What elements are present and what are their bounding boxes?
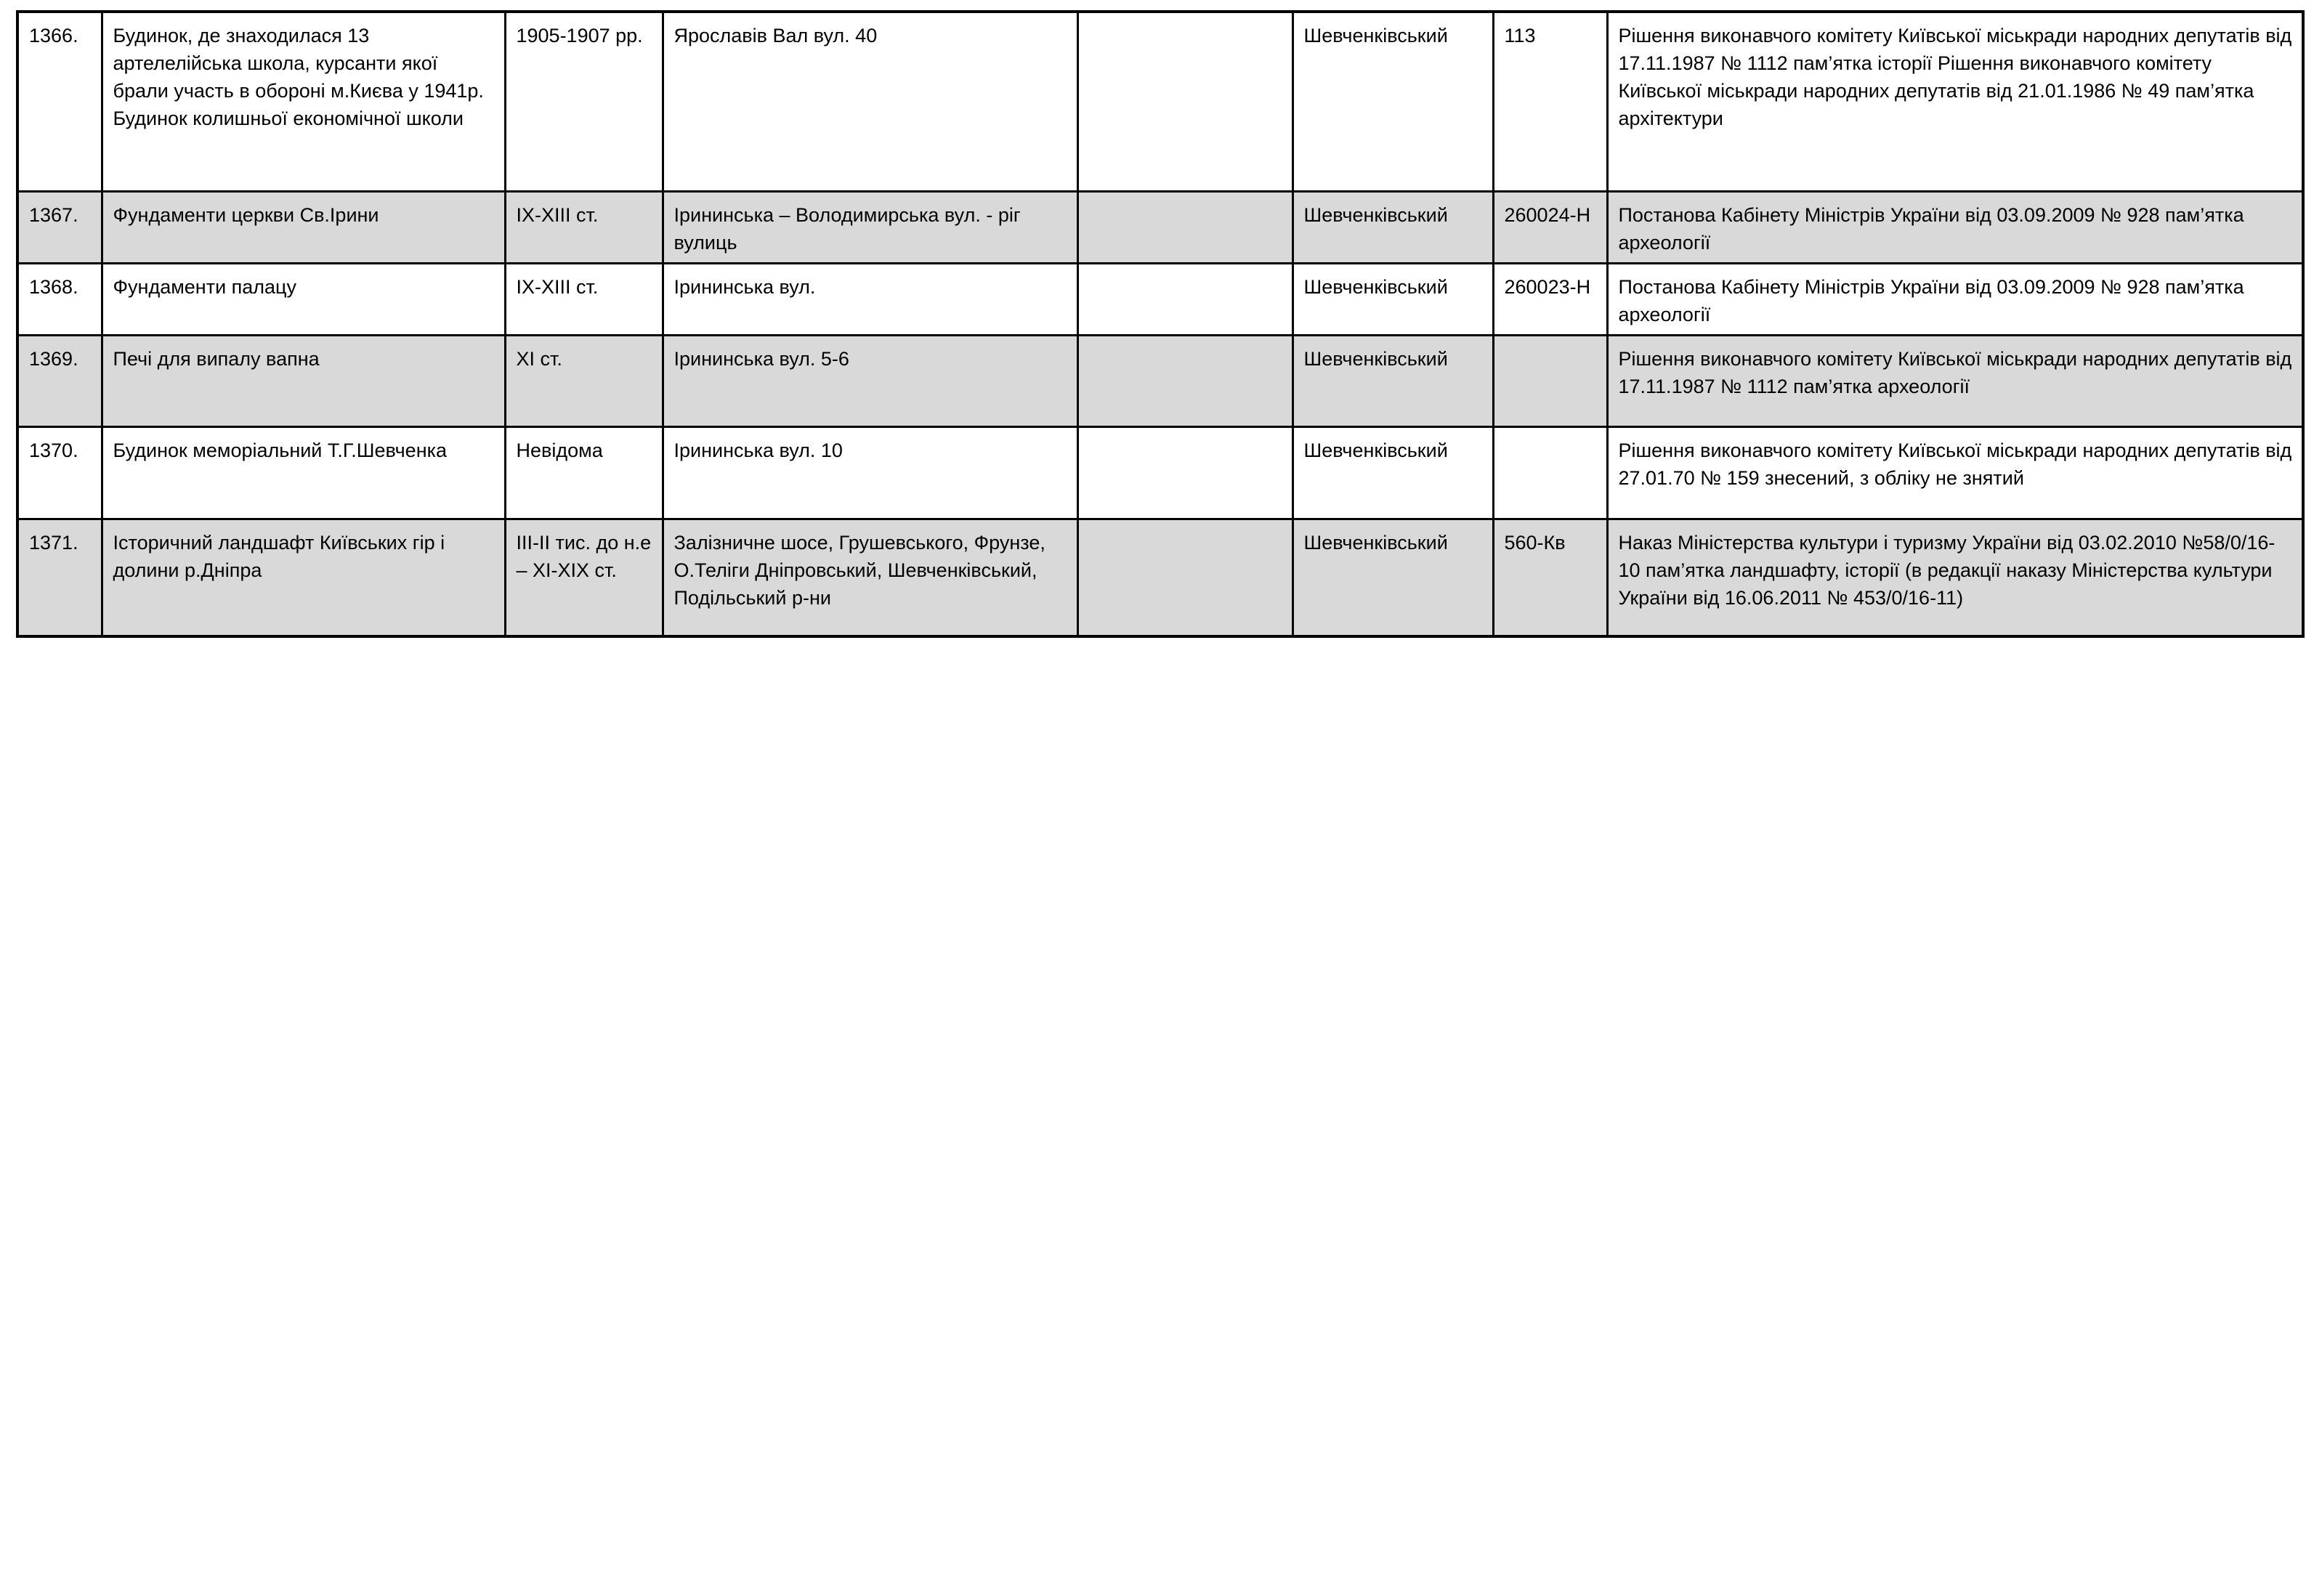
monument-date: XI ст. (505, 336, 663, 427)
monument-address: Ірининська вул. (663, 264, 1077, 336)
row-number: 1371. (17, 519, 102, 637)
document-page (16, 10, 2302, 638)
row-number: 1366. (17, 12, 102, 192)
district-name: Шевченківський (1292, 12, 1493, 192)
row-number: 1370. (17, 427, 102, 519)
protection-code (1493, 427, 1607, 519)
monument-name: Фундаменти палацу (102, 264, 505, 336)
monument-address: Ірининська – Володимирська вул. - ріг вулиць (663, 192, 1077, 264)
legal-decision: Постанова Кабінету Міністрів України від 03.09.2009 № 928 пам’ятка археології (1607, 192, 2303, 264)
empty-cell (1077, 192, 1292, 264)
district-name: Шевченківський (1292, 336, 1493, 427)
monument-address: Ярославів Вал вул. 40 (663, 12, 1077, 192)
empty-cell (1077, 12, 1292, 192)
empty-cell (1077, 336, 1292, 427)
legal-decision: Рішення виконавчого комітету Київської міськради народних депутатів від 27.01.70 № 159 знесений, з обліку не знятий (1607, 427, 2303, 519)
district-name: Шевченківський (1292, 427, 1493, 519)
protection-code: 560-Кв (1493, 519, 1607, 637)
protection-code: 260023-Н (1493, 264, 1607, 336)
empty-cell (1077, 264, 1292, 336)
monument-address: Ірининська вул. 5-6 (663, 336, 1077, 427)
table-row (17, 336, 2303, 427)
monument-name: Будинок, де знаходилася 13 артелелійська школа, курсанти якої брали участь в обороні м.Києва у 1941р. Будинок колишньої економічної школи (102, 12, 505, 192)
row-number: 1369. (17, 336, 102, 427)
table-row (17, 12, 2303, 192)
empty-cell (1077, 427, 1292, 519)
monument-address: Ірининська вул. 10 (663, 427, 1077, 519)
district-name: Шевченківський (1292, 264, 1493, 336)
protection-code (1493, 336, 1607, 427)
monument-date: IX-XIII ст. (505, 192, 663, 264)
monument-name: Історичний ландшафт Київських гір і долини р.Дніпра (102, 519, 505, 637)
monument-date: IX-XIII ст. (505, 264, 663, 336)
empty-cell (1077, 519, 1292, 637)
legal-decision: Наказ Міністерства культури і туризму України від 03.02.2010 №58/0/16-10 пам’ятка ландшафту, історії (в редакції наказу Міністерства культури України від 16.06.2011 № 453/0/16-11) (1607, 519, 2303, 637)
table-row (17, 264, 2303, 336)
monument-address: Залізничне шосе, Грушевського, Фрунзе, О.Теліги Дніпровський, Шевченківський, Подільський р-ни (663, 519, 1077, 637)
monument-name: Печі для випалу вапна (102, 336, 505, 427)
monument-date: 1905-1907 рр. (505, 12, 663, 192)
monument-name: Будинок меморіальний Т.Г.Шевченка (102, 427, 505, 519)
monument-name: Фундаменти церкви Св.Ірини (102, 192, 505, 264)
monument-date: Невідома (505, 427, 663, 519)
table-row (17, 519, 2303, 637)
protection-code: 113 (1493, 12, 1607, 192)
district-name: Шевченківський (1292, 192, 1493, 264)
district-name: Шевченківський (1292, 519, 1493, 637)
legal-decision: Рішення виконавчого комітету Київської міськради народних депутатів від 17.11.1987 № 1112 пам’ятка історії Рішення виконавчого комітету Київської міськради народних депутатів від 21.01.1986 № 49 пам’ятка архітектури (1607, 12, 2303, 192)
table-row (17, 427, 2303, 519)
protection-code: 260024-Н (1493, 192, 1607, 264)
row-number: 1367. (17, 192, 102, 264)
monument-date: III-II тис. до н.е – XI-XIX ст. (505, 519, 663, 637)
table-row (17, 192, 2303, 264)
monuments-table (16, 10, 2305, 638)
legal-decision: Постанова Кабінету Міністрів України від 03.09.2009 № 928 пам’ятка археології (1607, 264, 2303, 336)
row-number: 1368. (17, 264, 102, 336)
legal-decision: Рішення виконавчого комітету Київської міськради народних депутатів від 17.11.1987 № 1112 пам’ятка археології (1607, 336, 2303, 427)
